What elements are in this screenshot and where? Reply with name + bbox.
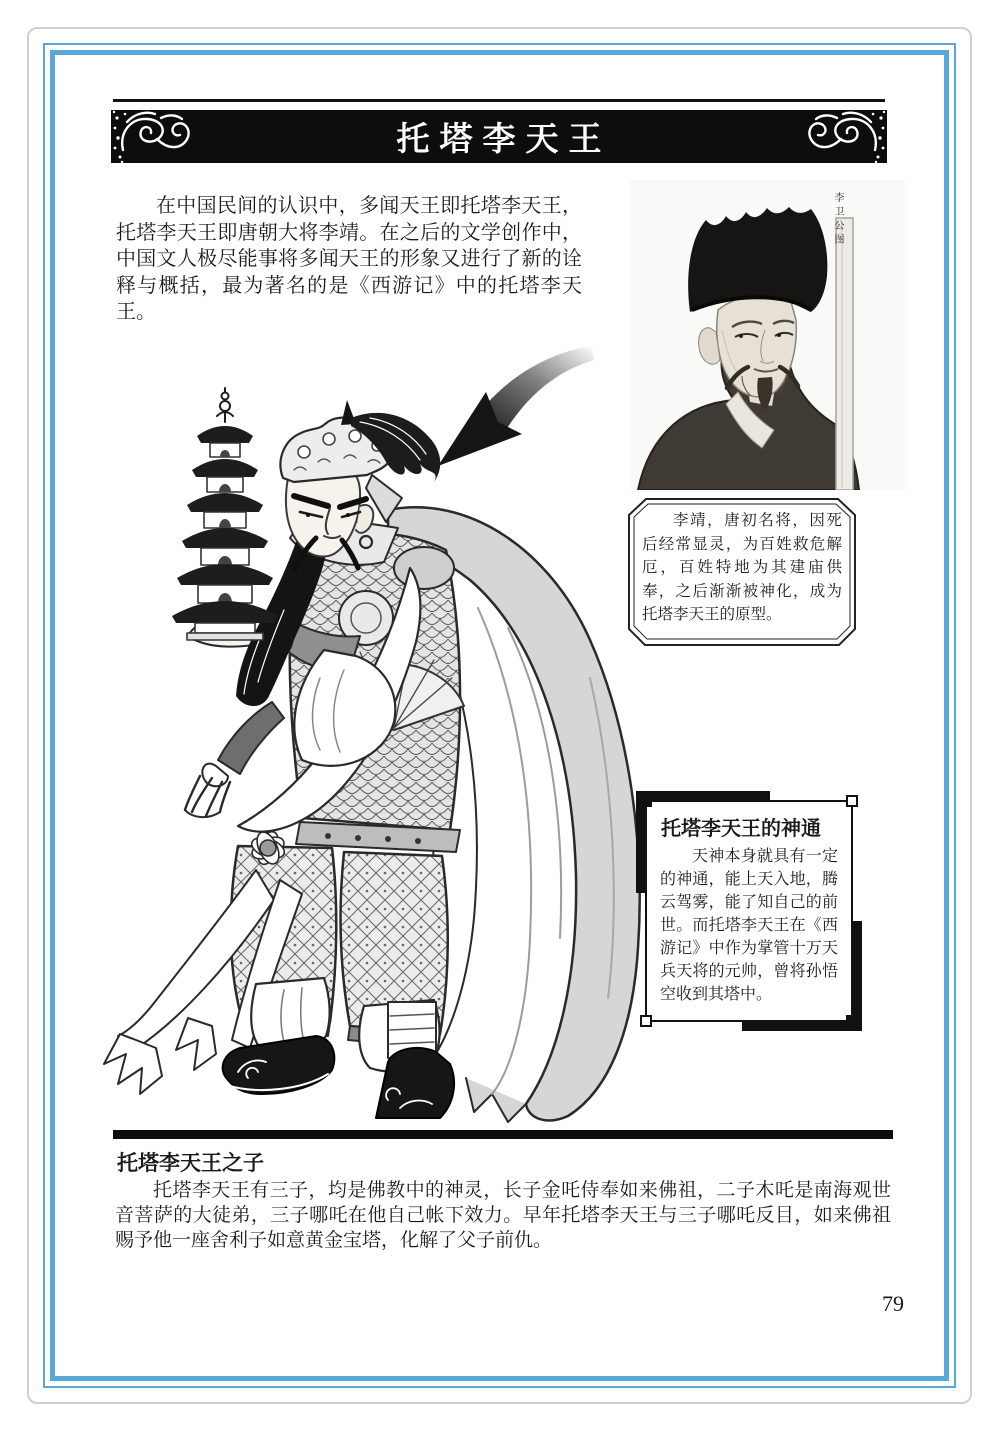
box-shadow-bar — [742, 1022, 862, 1031]
corner-ornament — [846, 795, 858, 807]
section-divider-rule — [113, 1130, 893, 1139]
power-sidebar-box — [636, 791, 862, 1031]
sons-section-paragraph — [115, 1179, 891, 1253]
page-number: 79 — [882, 1291, 904, 1316]
page-title: 托塔李天王 — [396, 120, 612, 157]
corner-ornament — [640, 795, 652, 807]
title-banner — [113, 99, 885, 163]
box-shadow-bar — [636, 791, 770, 800]
corner-ornament — [846, 1015, 858, 1027]
banner-bar — [113, 110, 885, 163]
power-box-frame — [645, 800, 853, 1022]
corner-ornament — [640, 1015, 652, 1027]
sons-section-heading: 托塔李天王之子 — [117, 1152, 264, 1175]
dragon-scroll-icon — [791, 106, 887, 167]
dragon-scroll-icon — [111, 106, 207, 167]
portrait-calligraphy: 李卫公图 — [832, 192, 843, 248]
intro-text: 在中国民间的认识中，多闻天王即托塔李天王，托塔李天王即唐朝大将李靖。在之后的文学创作中，中国文人极尽能事将多闻天王的形象又进行了新的诠释与概括，最为著名的是《西游记》中的托塔李天王。 — [116, 195, 582, 323]
intro-paragraph — [116, 193, 582, 326]
caption-text: 李靖，唐初名将，因死后经常显灵，为百姓救危解厄，百姓特地为其建庙供奉，之后渐渐被神化，成为托塔李天王的原型。 — [642, 512, 842, 623]
sons-text: 托塔李天王有三子，均是佛教中的神灵，长子金吒侍奉如来佛祖，二子木吒是南海观世音菩萨的大徒弟，三子哪吒在他自己帐下效力。早年托塔李天王与三子哪吒反目，如来佛祖赐予他一座舍利子如意黄金宝塔，化解了父子前仇。 — [115, 1180, 891, 1251]
pagoda-king-illustration — [88, 378, 708, 1140]
banner-top-rule — [113, 99, 885, 102]
power-box-text: 天神本身就具有一定的神通，能上天入地，腾云驾雾，能了知自己的前世。而托塔李天王在《西游记》中作为掌管十万天兵天将的元帅，曾将孙悟空收到其塔中。 — [660, 848, 838, 1003]
power-box-heading: 托塔李天王的神通 — [661, 818, 821, 840]
